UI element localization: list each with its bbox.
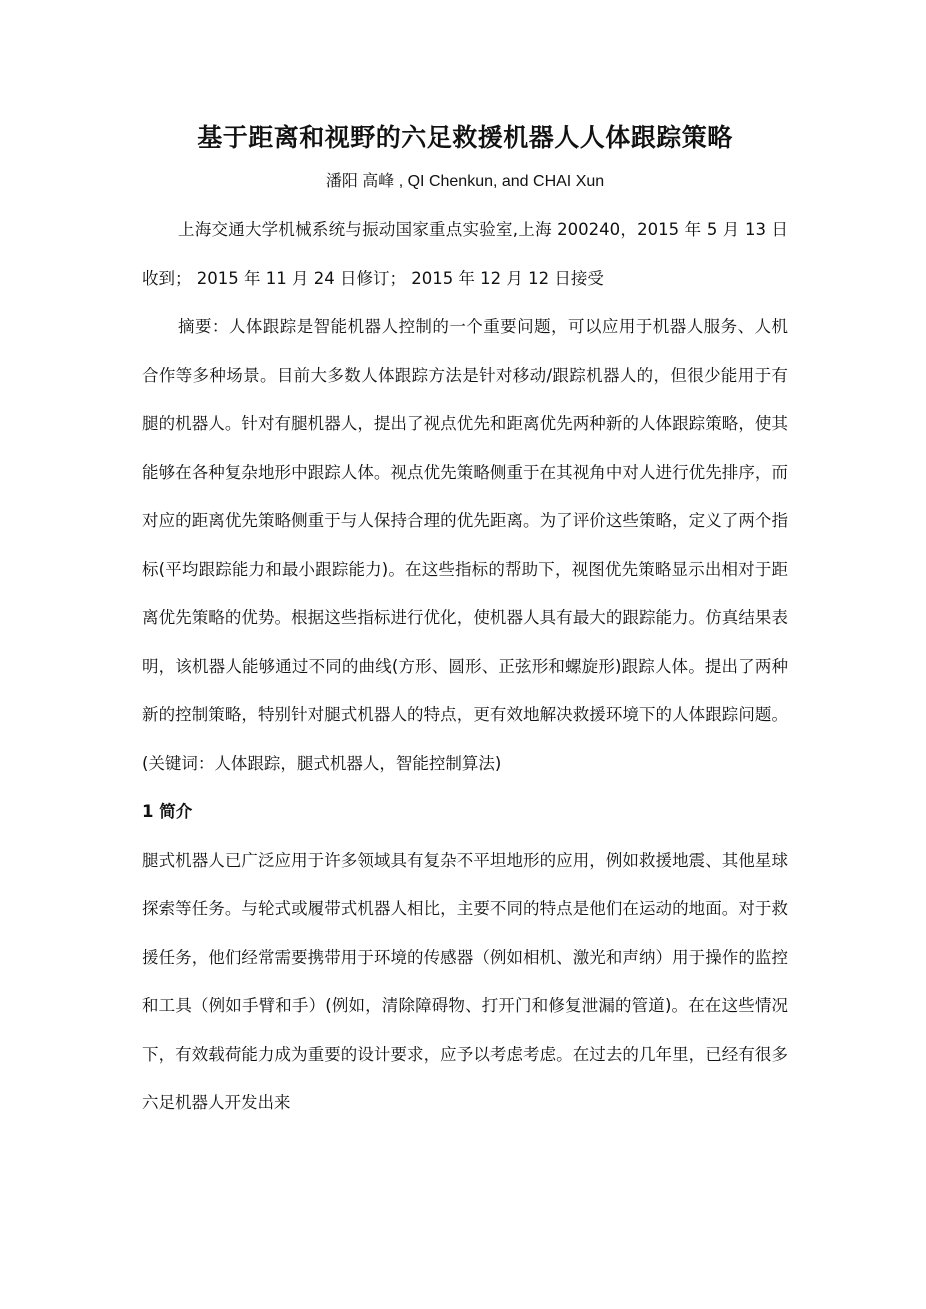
- paper-title: 基于距离和视野的六足救援机器人人体跟踪策略: [197, 123, 733, 152]
- abstract: 摘要：人体跟踪是智能机器人控制的一个重要问题，可以应用于机器人服务、人机合作等多种场景。目前大多数人体跟踪方法是针对移动/跟踪机器人的，但很少能用于有腿的机器人。针对有腿机器人，提出了视点优先和距离优先两种新的人体跟踪策略，使其能够在各种复杂地形中跟踪人体。视点优先策略侧重于在其视角中对人进行优先排序，而对应的距离优先策略侧重于与人保持合理的优先距离。为了评价这些策略，定义了两个指标(平均跟踪能力和最小跟踪能力)。在这些指标的帮助下，视图优先策略显示出相对于距离优先策略的优势。根据这些指标进行优化，使机器人具有最大的跟踪能力。仿真结果表明，该机器人能够通过不同的曲线(方形、圆形、正弦形和螺旋形)跟踪人体。提出了两种新的控制策略，特别针对腿式机器人的特点，更有效地解决救援环境下的人体跟踪问题。(关键词：人体跟踪，腿式机器人，智能控制算法): [142, 317, 788, 773]
- introduction-paragraph: 腿式机器人已广泛应用于许多领域具有复杂不平坦地形的应用，例如救援地震、其他星球探索等任务。与轮式或履带式机器人相比，主要不同的特点是他们在运动的地面。对于救援任务，他们经常需要携带用于环境的传感器（例如相机、激光和声纳）用于操作的监控和工具（例如手臂和手）(例如，清除障碍物、打开门和修复泄漏的管道)。在在这些情况下，有效载荷能力成为重要的设计要求，应予以考虑考虑。在过去的几年里，已经有很多六足机器人开发出来: [142, 850, 788, 1112]
- author-list: 潘阳 高峰 , QI Chenkun, and CHAI Xun: [325, 173, 605, 190]
- section-heading-introduction: 1 简介: [142, 802, 193, 821]
- affiliation-and-dates: 上海交通大学机械系统与振动国家重点实验室,上海 200240，2015 年 5 月 13 日收到； 2015 年 11 月 24 日修订； 2015 年 12 月 12 日接受: [142, 220, 788, 288]
